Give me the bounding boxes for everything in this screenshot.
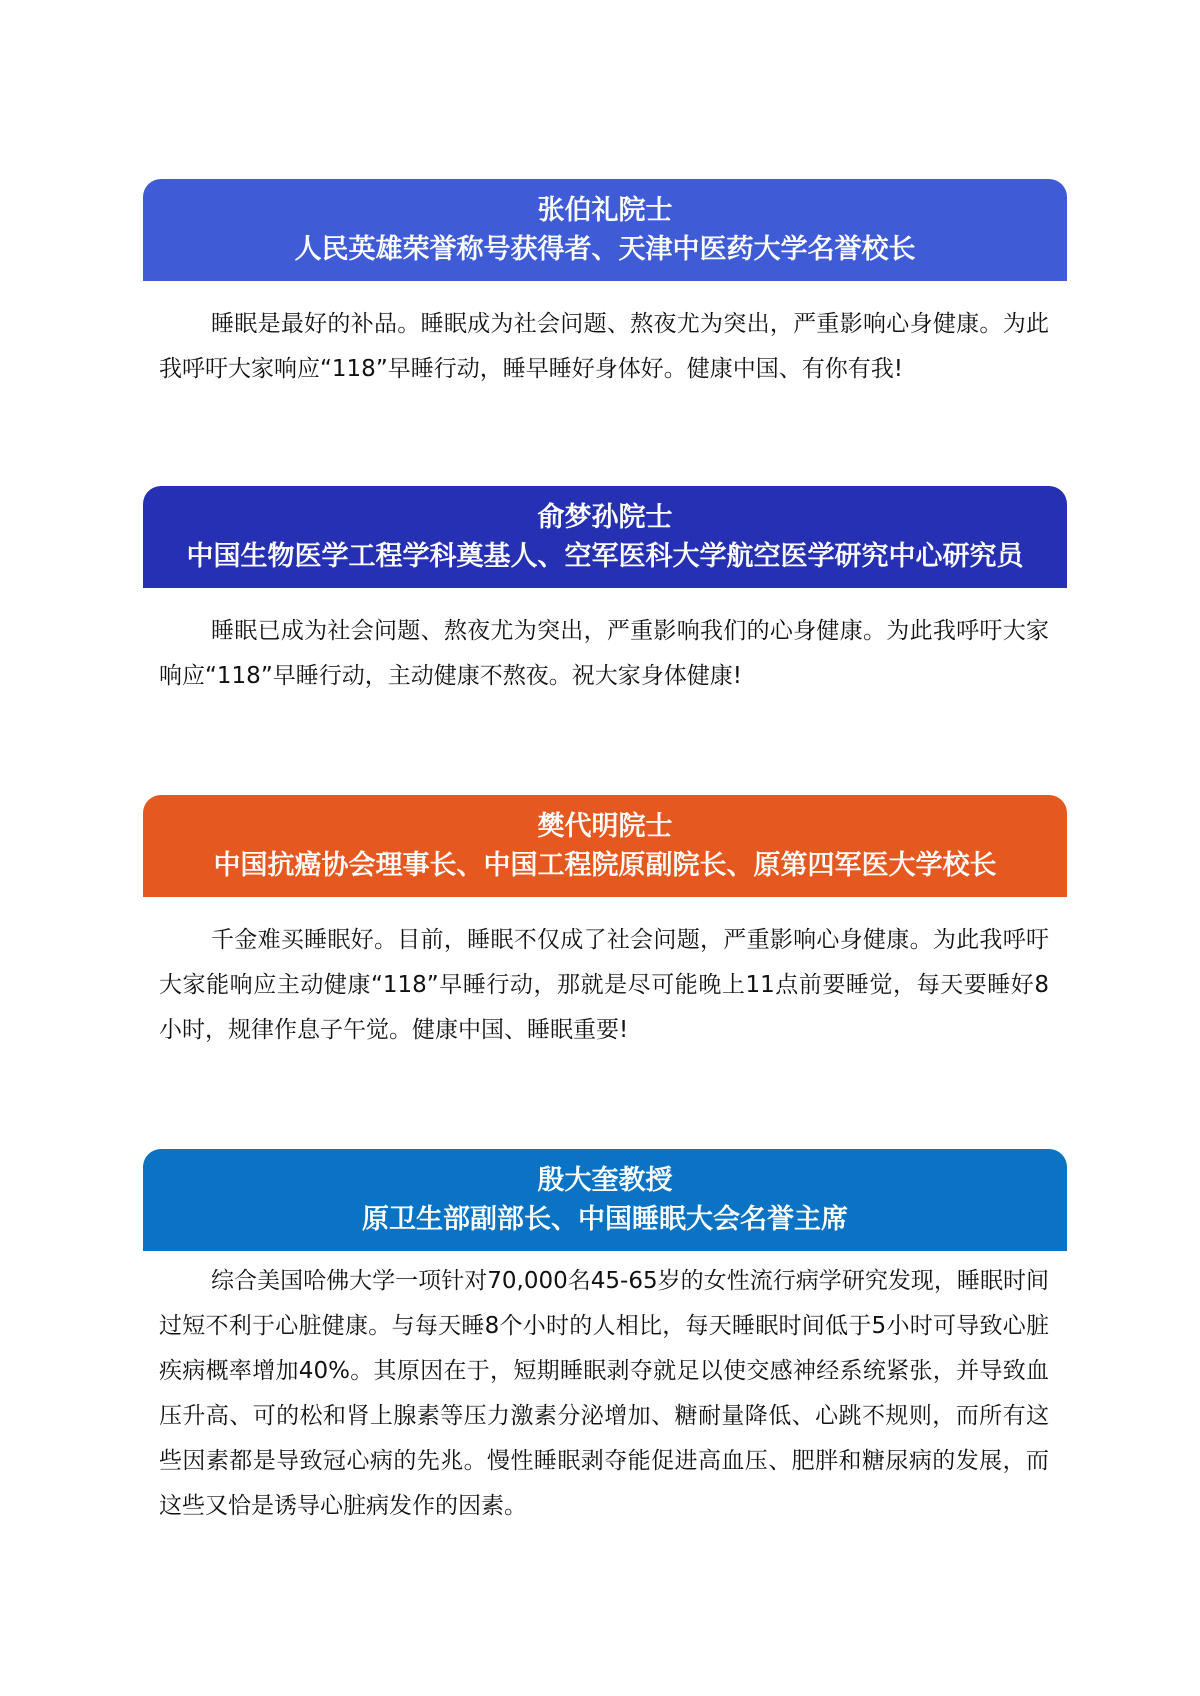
banner-name: 张伯礼院士 bbox=[537, 195, 673, 226]
banner-name: 殷大奎教授 bbox=[537, 1165, 673, 1196]
banner-yin-dakui bbox=[143, 1149, 1067, 1251]
quote-text: 综合美国哈佛大学一项针对70,000名45-65岁的女性流行病学研究发现，睡眠时间过短不利于心脏健康。与每天睡8个小时的人相比，每天睡眠时间低于5小时可导致心脏疾病概率增加40%。其原因在于，短期睡眠剥夺就足以使交感神经系统紧张，并导致血压升高、可的松和肾上腺素等压力激素分泌增加、糖耐量降低、心跳不规则，而所有这些因素都是导致冠心病的先兆。慢性睡眠剥夺能促进高血压、肥胖和糖尿病的发展，而这些又恰是诱导心脏病发作的因素。 bbox=[159, 1268, 1049, 1519]
section-yu-mengsun bbox=[143, 486, 1067, 699]
section-yin-dakui bbox=[143, 1149, 1067, 1529]
banner-title: 中国抗癌协会理事长、中国工程院原副院长、原第四军医大学校长 bbox=[213, 850, 997, 881]
banner-yu-mengsun bbox=[143, 486, 1067, 588]
banner-name: 樊代明院士 bbox=[537, 811, 673, 842]
quote-text: 千金难买睡眠好。目前，睡眠不仅成了社会问题，严重影响心身健康。为此我呼吁大家能响应主动健康“118”早睡行动，那就是尽可能晚上11点前要睡觉，每天要睡好8小时，规律作息子午觉。健康中国、睡眠重要! bbox=[159, 927, 1049, 1043]
quote-text: 睡眠已成为社会问题、熬夜尤为突出，严重影响我们的心身健康。为此我呼吁大家响应“118”早睡行动，主动健康不熬夜。祝大家身体健康! bbox=[159, 618, 1049, 689]
section-zhang-boli bbox=[143, 179, 1067, 392]
banner-title: 人民英雄荣誉称号获得者、天津中医药大学名誉校长 bbox=[294, 234, 916, 265]
banner-title: 中国生物医学工程学科奠基人、空军医科大学航空医学研究中心研究员 bbox=[186, 541, 1024, 572]
banner-name: 俞梦孙院士 bbox=[537, 502, 673, 533]
banner-title: 原卫生部副部长、中国睡眠大会名誉主席 bbox=[362, 1204, 848, 1235]
section-fan-daiming bbox=[143, 795, 1067, 1053]
banner-zhang-boli bbox=[143, 179, 1067, 281]
quote-text: 睡眠是最好的补品。睡眠成为社会问题、熬夜尤为突出，严重影响心身健康。为此我呼吁大家响应“118”早睡行动，睡早睡好身体好。健康中国、有你有我! bbox=[159, 311, 1049, 382]
banner-fan-daiming bbox=[143, 795, 1067, 897]
